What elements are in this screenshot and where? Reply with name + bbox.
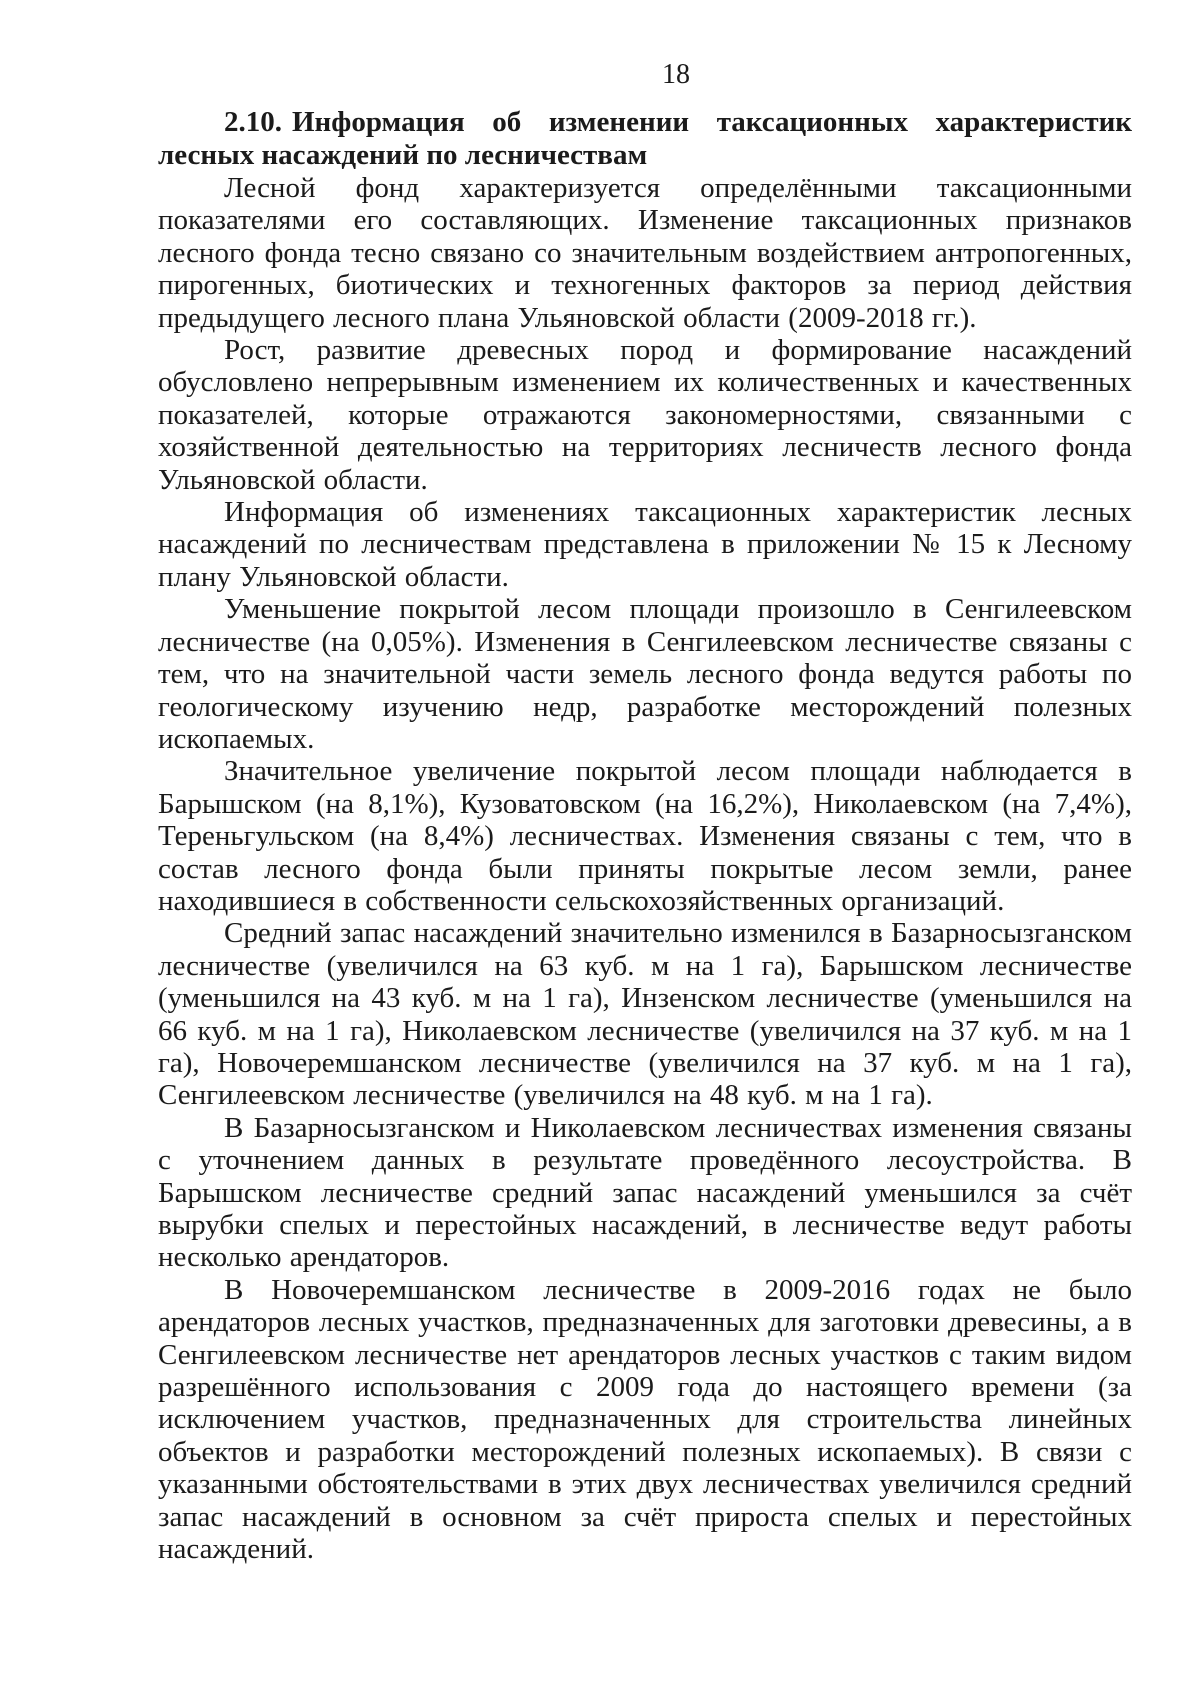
paragraph: В Базарносызганском и Николаевском лесничествах изменения связаны с уточнением данных в результате проведённого лесоустройства. В Барышском лесничестве средний запас насаждений уменьшился за счёт вырубки спелых и перестойных насаждений, в лесничестве ведут работы несколько арендаторов. bbox=[158, 1111, 1132, 1274]
paragraph: Лесной фонд характеризуется определёнными таксационными показателями его составляющих. Изменение таксационных признаков лесного фонда тесно связано со значительным воздействием антропогенных, пирогенных, биотических и техногенных факторов за период действия предыдущего лесного плана Ульяновской области (2009-2018 гг.). bbox=[158, 172, 1132, 334]
section-number: 2.10. bbox=[224, 106, 282, 138]
paragraph: Рост, развитие древесных пород и формирование насаждений обусловлено непрерывным изменением их количественных и качественных показателей, которые отражаются закономерностями, связанными с хозяйственной деятельностью на территориях лесничеств лесного фонда Ульяновской области. bbox=[158, 334, 1132, 496]
body-text bbox=[158, 172, 1132, 1565]
section-title: Информация об изменении таксационных характеристик лесных насаждений по лесничествам bbox=[158, 106, 1132, 171]
paragraph: Уменьшение покрытой лесом площади произошло в Сенгилеевском лесничестве (на 0,05%). Изменения в Сенгилеевском лесничестве связаны с тем, что на значительной части земель лесного фонда ведутся работы по геологическому изучению недр, разработке месторождений полезных ископаемых. bbox=[158, 593, 1132, 755]
paragraph: В Новочеремшанском лесничестве в 2009-2016 годах не было арендаторов лесных участков, предназначенных для заготовки древесины, а в Сенгилеевском лесничестве нет арендаторов лесных участков с таким видом разрешённого использования с 2009 года до настоящего времени (за исключением участков, предназначенных для строительства линейных объектов и разработки месторождений полезных ископаемых). В связи с указанными обстоятельствами в этих двух лесничествах увеличился средний запас насаждений в основном за счёт прироста спелых и перестойных насаждений. bbox=[158, 1273, 1132, 1566]
paragraph: Средний запас насаждений значительно изменился в Базарносызганском лесничестве (увеличился на 63 куб. м на 1 га), Барышском лесничестве (уменьшился на 43 куб. м на 1 га), Инзенском лесничестве (уменьшился на 66 куб. м на 1 га), Николаевском лесничестве (увеличился на 37 куб. м на 1 га), Новочеремшанском лесничестве (увеличился на 37 куб. м на 1 га), Сенгилеевском лесничестве (увеличился на 48 куб. м на 1 га). bbox=[158, 917, 1132, 1112]
page-number: 18 bbox=[662, 59, 690, 90]
paragraph: Информация об изменениях таксационных характеристик лесных насаждений по лесничествам представлена в приложении № 15 к Лесному плану Ульяновской области. bbox=[158, 496, 1132, 593]
document-page bbox=[158, 58, 1132, 1565]
paragraph: Значительное увеличение покрытой лесом площади наблюдается в Барышском (на 8,1%), Кузоватовском (на 16,2%), Николаевском (на 7,4%), Тереньгульском (на 8,4%) лесничествах. Изменения связаны с тем, что в состав лесного фонда были приняты покрытые лесом земли, ранее находившиеся в собственности сельскохозяйственных организаций. bbox=[158, 755, 1132, 917]
section-heading bbox=[158, 106, 1132, 172]
